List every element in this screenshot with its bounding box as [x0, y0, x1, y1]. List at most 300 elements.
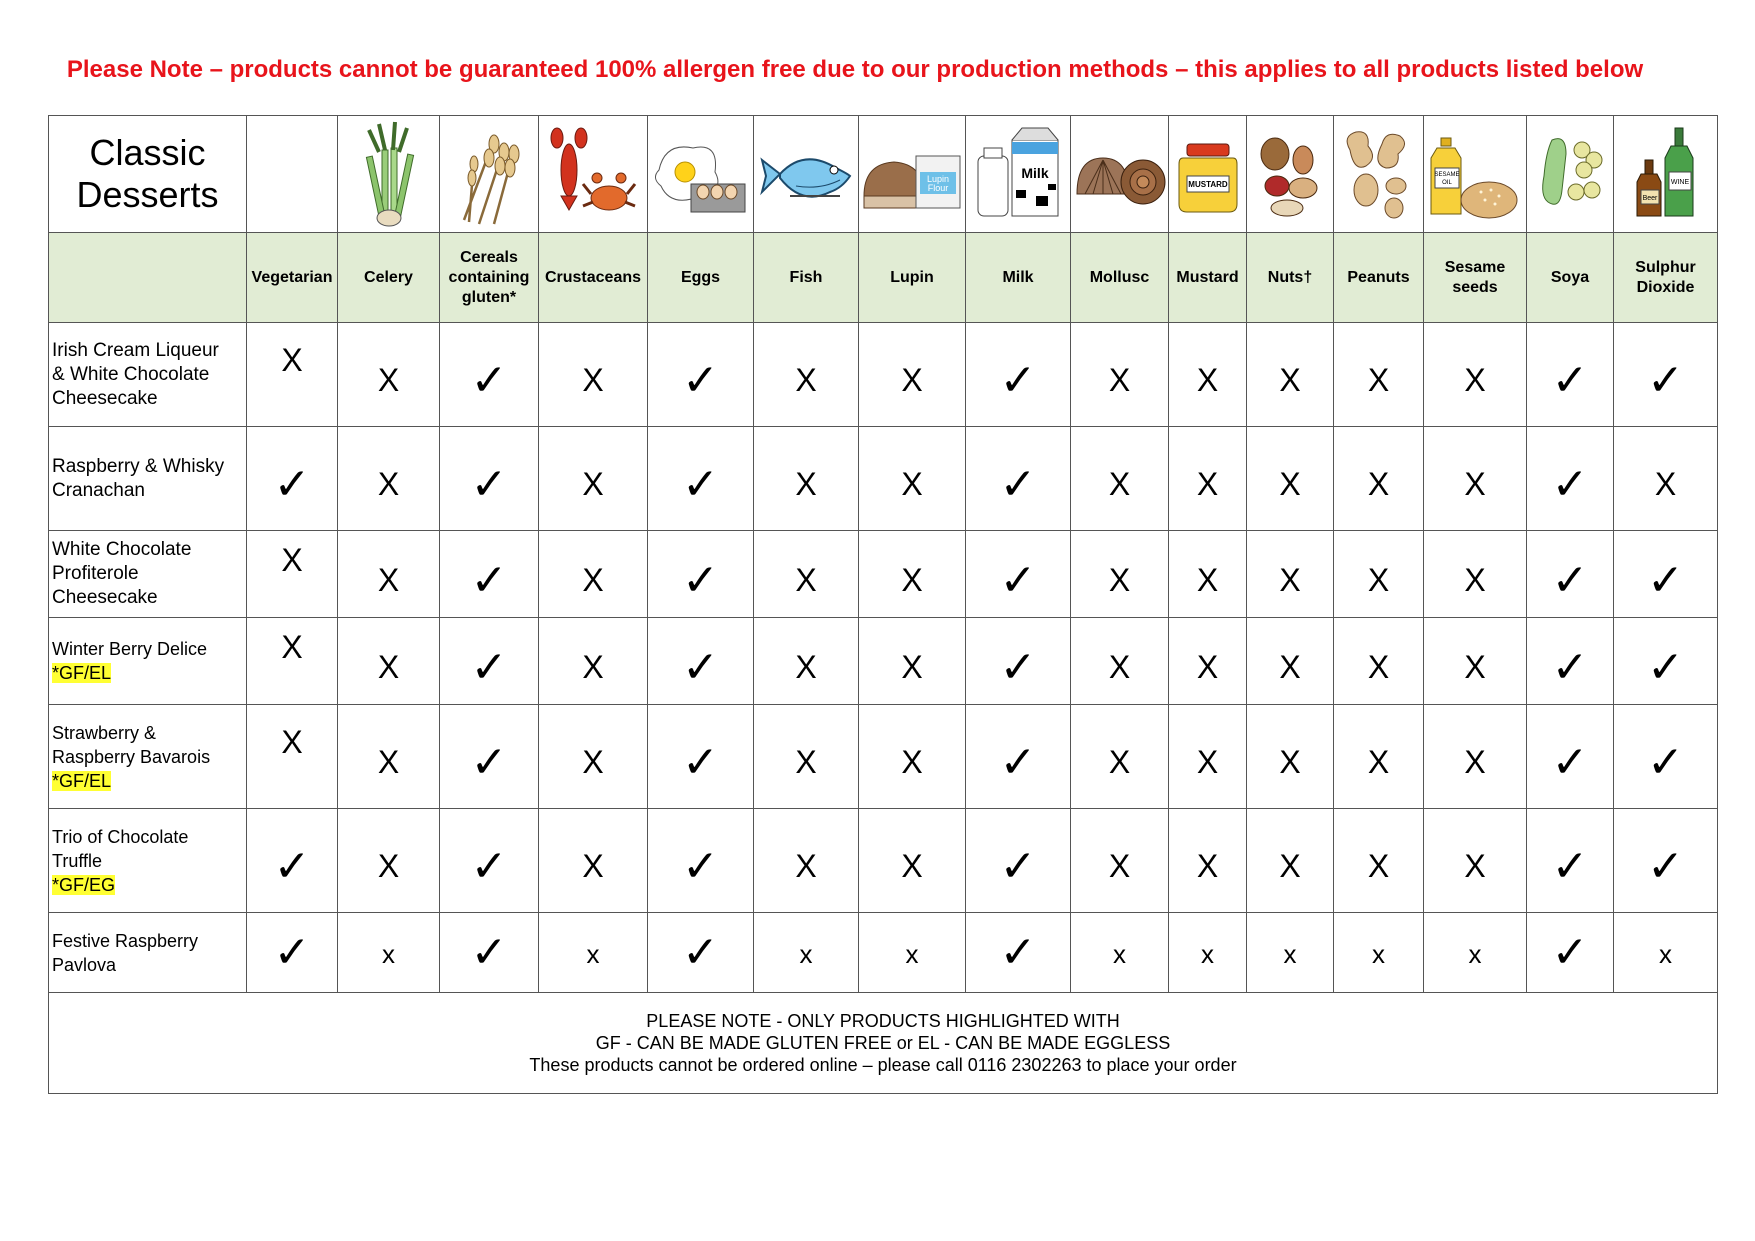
cross-mark: x	[905, 939, 919, 969]
check-mark: ✓	[1551, 737, 1589, 788]
allergen-mark-cell	[754, 618, 859, 705]
column-header	[440, 233, 539, 323]
column-header-label: Nuts†	[1267, 268, 1313, 286]
dessert-name-line: Festive Raspberry	[52, 930, 199, 951]
cross-mark: X	[1196, 561, 1219, 598]
check-mark: ✓	[682, 841, 719, 892]
table-row	[49, 809, 1718, 913]
allergen-mark-cell	[754, 705, 859, 809]
check-mark: ✓	[1647, 355, 1684, 406]
allergen-mark-cell	[966, 531, 1071, 618]
allergen-mark-cell	[1424, 809, 1527, 913]
cross-mark: X	[281, 541, 303, 578]
dessert-name-line: Cheesecake	[52, 387, 158, 409]
check-mark: ✓	[273, 459, 311, 510]
allergen-mark-cell	[338, 809, 440, 913]
cross-mark: X	[281, 628, 303, 665]
allergen-mark-cell	[539, 913, 648, 993]
allergen-mark-cell	[1614, 705, 1718, 809]
dessert-name-line: Truffle	[52, 850, 103, 871]
mustard-icon	[1173, 120, 1243, 228]
allergen-mark-cell	[440, 809, 539, 913]
allergen-mark-cell	[1247, 323, 1334, 427]
sesame-label-text: SESAME	[1434, 172, 1460, 178]
allergen-mark-cell	[338, 427, 440, 531]
cross-mark: X	[901, 362, 923, 398]
cross-mark: X	[1196, 466, 1219, 502]
dessert-name	[49, 531, 247, 618]
cross-mark: X	[901, 744, 923, 780]
wheat-icon	[444, 120, 534, 228]
allergen-mark-cell	[1334, 531, 1424, 618]
nuts-icon	[1251, 120, 1329, 228]
check-mark: ✓	[682, 355, 719, 406]
cross-mark: X	[582, 648, 604, 685]
check-mark: ✓	[1551, 927, 1589, 978]
dessert-name-line: Strawberry &	[52, 722, 157, 743]
cross-mark: X	[795, 561, 817, 598]
dessert-name-line: Profiterole	[52, 563, 139, 584]
column-header-label: Mustard	[1176, 268, 1239, 286]
allergen-mark-cell	[539, 427, 648, 531]
cross-mark: X	[377, 362, 400, 398]
allergen-mark-cell	[1334, 427, 1424, 531]
allergen-mark-cell	[1334, 323, 1424, 427]
allergen-mark-cell	[648, 913, 754, 993]
table-row	[49, 531, 1718, 618]
celery-icon	[349, 120, 429, 228]
fish-icon-cell	[754, 116, 859, 233]
allergen-mark-cell	[859, 618, 966, 705]
check-mark: ✓	[1551, 554, 1589, 606]
cross-mark: x	[382, 939, 395, 969]
column-header	[1071, 233, 1169, 323]
check-mark: ✓	[999, 355, 1037, 406]
allergen-mark-cell	[1527, 531, 1614, 618]
cross-mark: X	[1279, 648, 1301, 685]
allergen-mark-cell	[966, 705, 1071, 809]
allergen-mark-cell	[754, 809, 859, 913]
allergen-mark-cell	[1424, 427, 1527, 531]
dessert-name-line: Raspberry Bavarois	[52, 746, 211, 767]
allergen-mark-cell	[1527, 427, 1614, 531]
allergen-mark-cell	[1247, 618, 1334, 705]
cross-mark: X	[1108, 648, 1131, 685]
allergen-mark-cell	[539, 618, 648, 705]
cross-mark: x	[1372, 939, 1385, 969]
column-header-label: Celery	[364, 268, 413, 286]
cross-mark: X	[1464, 744, 1486, 780]
allergen-mark-cell	[648, 705, 754, 809]
allergen-mark-cell	[859, 427, 966, 531]
allergen-mark-cell	[754, 427, 859, 531]
allergen-mark-cell	[1071, 913, 1169, 993]
eggs-icon	[651, 120, 751, 228]
cross-mark: X	[1367, 648, 1390, 685]
table-row	[49, 323, 1718, 427]
sulphur-dioxide-icon	[1631, 120, 1701, 228]
allergen-notice: Please Note – products cannot be guaranteed 100% allergen free due to our production methods – this applies to all products listed below	[66, 56, 1644, 83]
column-header	[754, 233, 859, 323]
check-mark: ✓	[999, 927, 1037, 978]
check-mark: ✓	[470, 641, 508, 693]
allergen-mark-cell	[539, 705, 648, 809]
allergen-mark-cell	[1334, 705, 1424, 809]
check-mark: ✓	[682, 459, 719, 510]
allergen-mark-cell	[338, 531, 440, 618]
allergen-mark-cell	[440, 618, 539, 705]
milk-text: Milk	[1021, 165, 1049, 181]
dessert-name-line: Cranachan	[52, 479, 145, 501]
allergen-mark-cell	[1071, 705, 1169, 809]
allergen-mark-cell	[1247, 427, 1334, 531]
allergen-mark-cell	[1334, 913, 1424, 993]
check-mark: ✓	[470, 737, 508, 788]
check-mark: ✓	[470, 841, 508, 892]
allergen-mark-cell	[1169, 705, 1247, 809]
allergen-mark-cell	[859, 531, 966, 618]
vegetarian-icon-cell	[247, 116, 338, 233]
allergen-mark-cell	[247, 427, 338, 531]
allergen-mark-cell	[859, 705, 966, 809]
cross-mark: X	[582, 744, 604, 780]
allergen-mark-cell	[1527, 809, 1614, 913]
cross-mark: X	[1196, 848, 1219, 884]
lupin-icon	[860, 120, 964, 228]
footer-note	[49, 993, 1718, 1094]
check-mark: ✓	[999, 841, 1037, 892]
soya-icon-cell	[1527, 116, 1614, 233]
dessert-name	[49, 618, 247, 705]
dessert-name	[49, 913, 247, 993]
allergen-mark-cell	[966, 809, 1071, 913]
column-header	[338, 233, 440, 323]
allergen-mark-cell	[539, 323, 648, 427]
crustaceans-icon-cell	[539, 116, 648, 233]
allergen-mark-cell	[648, 618, 754, 705]
milk-icon	[970, 120, 1066, 228]
dessert-name-line: Trio of Chocolate	[52, 826, 189, 847]
cross-mark: X	[901, 848, 923, 884]
dessert-name-line: Cheesecake	[52, 587, 158, 608]
allergen-mark-cell	[754, 531, 859, 618]
allergen-mark-cell	[440, 913, 539, 993]
table-row	[49, 618, 1718, 705]
allergen-mark-cell	[754, 913, 859, 993]
column-header	[539, 233, 648, 323]
allergen-mark-cell	[1247, 913, 1334, 993]
milk-icon-cell	[966, 116, 1071, 233]
allergen-mark-cell	[1169, 913, 1247, 993]
column-header-label: Lupin	[890, 268, 934, 286]
header-blank-cell	[49, 233, 247, 323]
cross-mark: X	[582, 362, 604, 398]
check-mark: ✓	[1647, 737, 1684, 788]
allergen-mark-cell	[440, 705, 539, 809]
cross-mark: X	[1108, 744, 1131, 780]
allergen-mark-cell	[648, 427, 754, 531]
allergen-mark-cell	[338, 913, 440, 993]
allergen-mark-cell	[247, 323, 338, 427]
footer-line: GF - CAN BE MADE GLUTEN FREE or EL - CAN BE MADE EGGLESS	[595, 1033, 1171, 1053]
allergen-mark-cell	[1424, 323, 1527, 427]
nuts-icon-cell	[1247, 116, 1334, 233]
allergen-mark-cell	[1614, 323, 1718, 427]
allergen-mark-cell	[1527, 323, 1614, 427]
check-mark: ✓	[273, 841, 311, 892]
cross-mark: X	[1108, 466, 1131, 502]
cross-mark: X	[1279, 466, 1301, 502]
check-mark: ✓	[1647, 554, 1684, 606]
allergen-mark-cell	[247, 531, 338, 618]
fish-icon	[756, 120, 856, 228]
footer-row	[49, 993, 1718, 1094]
mollusc-icon	[1071, 120, 1171, 228]
table-title-line: Classic	[89, 132, 206, 173]
check-mark: ✓	[682, 737, 719, 788]
allergen-mark-cell	[648, 809, 754, 913]
cross-mark: x	[1659, 939, 1672, 969]
dessert-name-line: & White Chocolate	[52, 363, 210, 385]
cross-mark: X	[1367, 466, 1390, 502]
column-header	[648, 233, 754, 323]
table-title	[49, 116, 247, 233]
cross-mark: x	[1283, 939, 1297, 969]
table-title-line: Desserts	[76, 174, 219, 215]
cross-mark: X	[1279, 362, 1301, 398]
check-mark: ✓	[470, 459, 508, 510]
footer-line: These products cannot be ordered online – please call 0116 2302263 to place your order	[529, 1055, 1237, 1075]
cross-mark: X	[377, 561, 400, 598]
allergen-mark-cell	[440, 531, 539, 618]
cross-mark: x	[1468, 939, 1482, 969]
allergen-mark-cell	[247, 705, 338, 809]
allergen-mark-cell	[1334, 618, 1424, 705]
cross-mark: X	[795, 466, 817, 502]
cross-mark: X	[1464, 466, 1486, 502]
cross-mark: x	[799, 939, 813, 969]
column-header-label: Mollusc	[1089, 268, 1150, 286]
allergen-mark-cell	[338, 705, 440, 809]
check-mark: ✓	[999, 554, 1037, 606]
cross-mark: X	[901, 466, 923, 502]
dessert-name-line: Raspberry & Whisky	[52, 455, 225, 477]
oil-label-text: OIL	[1442, 180, 1452, 186]
allergen-mark-cell	[247, 618, 338, 705]
check-mark: ✓	[999, 641, 1037, 693]
cross-mark: X	[1108, 362, 1131, 398]
allergen-mark-cell	[1527, 705, 1614, 809]
allergen-mark-cell	[859, 809, 966, 913]
column-header-label: Crustaceans	[544, 268, 642, 286]
check-mark: ✓	[1647, 641, 1684, 693]
allergen-mark-cell	[440, 427, 539, 531]
cross-mark: X	[377, 848, 400, 884]
dietary-tag: *GF/EL	[52, 770, 112, 791]
check-mark: ✓	[1551, 641, 1589, 693]
cross-mark: X	[1464, 848, 1486, 884]
cross-mark: X	[901, 648, 923, 685]
celery-icon-cell	[338, 116, 440, 233]
cross-mark: X	[1108, 848, 1131, 884]
check-mark: ✓	[470, 927, 508, 978]
allergen-mark-cell	[1169, 531, 1247, 618]
column-header-label: Vegetarian	[251, 268, 333, 286]
mustard-icon-cell	[1169, 116, 1247, 233]
allergen-mark-cell	[1169, 809, 1247, 913]
beer-text: Beer	[1642, 195, 1657, 202]
column-header	[1424, 233, 1527, 323]
allergen-mark-cell	[440, 323, 539, 427]
check-mark: ✓	[1551, 355, 1589, 406]
allergen-mark-cell	[1424, 531, 1527, 618]
lupin-icon-cell	[859, 116, 966, 233]
check-mark: ✓	[682, 641, 719, 693]
column-header-label: Cereals	[460, 248, 518, 266]
allergen-mark-cell	[1169, 323, 1247, 427]
column-header-label: Fish	[789, 268, 823, 286]
column-header	[1614, 233, 1718, 323]
cross-mark: X	[1367, 848, 1390, 884]
cross-mark: X	[1196, 744, 1219, 780]
dessert-name-line: White Chocolate	[52, 539, 192, 560]
lupin-text: Lupin	[926, 174, 950, 184]
allergen-mark-cell	[754, 323, 859, 427]
cereals-icon-cell	[440, 116, 539, 233]
column-header	[966, 233, 1071, 323]
cross-mark: X	[377, 466, 400, 502]
check-mark: ✓	[273, 927, 311, 978]
sulphur-dioxide-icon-cell	[1614, 116, 1718, 233]
cross-mark: X	[377, 744, 400, 780]
column-header-label: Sulphur	[1635, 258, 1696, 276]
cross-mark: X	[281, 724, 303, 760]
cross-mark: X	[1279, 561, 1301, 598]
dessert-name-line: Pavlova	[52, 954, 117, 975]
dietary-tag: *GF/EG	[52, 874, 116, 895]
column-header-label: Peanuts	[1347, 268, 1410, 286]
allergen-mark-cell	[1071, 531, 1169, 618]
peanuts-icon	[1336, 120, 1422, 228]
column-header-label: gluten*	[461, 288, 517, 306]
allergen-mark-cell	[1334, 809, 1424, 913]
dietary-tag: *GF/EL	[52, 663, 112, 683]
column-header	[1334, 233, 1424, 323]
allergen-mark-cell	[1424, 705, 1527, 809]
allergen-mark-cell	[539, 809, 648, 913]
check-mark: ✓	[1551, 459, 1589, 510]
cross-mark: X	[901, 561, 923, 598]
allergen-mark-cell	[1527, 618, 1614, 705]
cross-mark: X	[795, 744, 817, 780]
dessert-name	[49, 809, 247, 913]
dessert-name	[49, 323, 247, 427]
allergen-mark-cell	[966, 618, 1071, 705]
allergen-mark-cell	[648, 531, 754, 618]
cross-mark: X	[1464, 648, 1486, 685]
column-header-row	[49, 233, 1718, 323]
allergen-mark-cell	[966, 913, 1071, 993]
crustaceans-icon	[545, 120, 641, 228]
peanuts-icon-cell	[1334, 116, 1424, 233]
column-header-label: Milk	[1002, 268, 1034, 286]
column-header	[859, 233, 966, 323]
cross-mark: X	[1279, 744, 1301, 780]
allergen-mark-cell	[1071, 809, 1169, 913]
allergen-mark-cell	[1614, 809, 1718, 913]
cross-mark: X	[1367, 744, 1390, 780]
mustard-text: MUSTARD	[1187, 180, 1228, 189]
column-header-label: Dioxide	[1636, 278, 1695, 296]
allergen-mark-cell	[1071, 427, 1169, 531]
cross-mark: X	[795, 848, 817, 884]
flour-text: Flour	[927, 183, 949, 193]
allergen-mark-cell	[1247, 705, 1334, 809]
column-header-label: Sesame	[1444, 258, 1506, 276]
column-header	[1527, 233, 1614, 323]
dessert-name	[49, 705, 247, 809]
table-row	[49, 427, 1718, 531]
allergen-mark-cell	[1527, 913, 1614, 993]
allergen-mark-cell	[1614, 531, 1718, 618]
check-mark: ✓	[470, 554, 508, 606]
allergen-mark-cell	[1614, 618, 1718, 705]
allergen-mark-cell	[1247, 809, 1334, 913]
dessert-name	[49, 427, 247, 531]
mollusc-icon-cell	[1071, 116, 1169, 233]
cross-mark: X	[582, 561, 604, 598]
column-header	[1247, 233, 1334, 323]
allergen-mark-cell	[859, 913, 966, 993]
icon-row	[49, 116, 1718, 233]
dessert-name-line: Winter Berry Delice	[52, 639, 208, 659]
check-mark: ✓	[1551, 841, 1589, 892]
cross-mark: X	[1367, 362, 1390, 398]
sesame-icon-cell	[1424, 116, 1527, 233]
allergen-mark-cell	[338, 618, 440, 705]
cross-mark: X	[795, 362, 817, 398]
allergen-mark-cell	[1247, 531, 1334, 618]
cross-mark: X	[795, 648, 817, 685]
wine-text: WINE	[1670, 179, 1689, 186]
column-header-label: Soya	[1550, 268, 1590, 286]
cross-mark: x	[1113, 939, 1126, 969]
allergen-mark-cell	[1169, 618, 1247, 705]
eggs-icon-cell	[648, 116, 754, 233]
allergen-mark-cell	[1071, 618, 1169, 705]
allergen-mark-cell	[1614, 427, 1718, 531]
cross-mark: X	[582, 466, 604, 502]
cross-mark: X	[1367, 561, 1390, 598]
cross-mark: X	[1464, 362, 1486, 398]
allergen-mark-cell	[1169, 427, 1247, 531]
cross-mark: X	[281, 342, 303, 378]
check-mark: ✓	[682, 927, 719, 978]
cross-mark: X	[377, 648, 400, 685]
cross-mark: X	[582, 848, 604, 884]
table-row	[49, 705, 1718, 809]
allergen-mark-cell	[859, 323, 966, 427]
allergen-mark-cell	[247, 809, 338, 913]
allergen-mark-cell	[1614, 913, 1718, 993]
soya-icon	[1532, 120, 1608, 228]
column-header	[1169, 233, 1247, 323]
cross-mark: X	[1654, 466, 1677, 502]
check-mark: ✓	[999, 459, 1037, 510]
cross-mark: x	[1201, 939, 1214, 969]
cross-mark: X	[1279, 848, 1301, 884]
allergen-mark-cell	[247, 913, 338, 993]
